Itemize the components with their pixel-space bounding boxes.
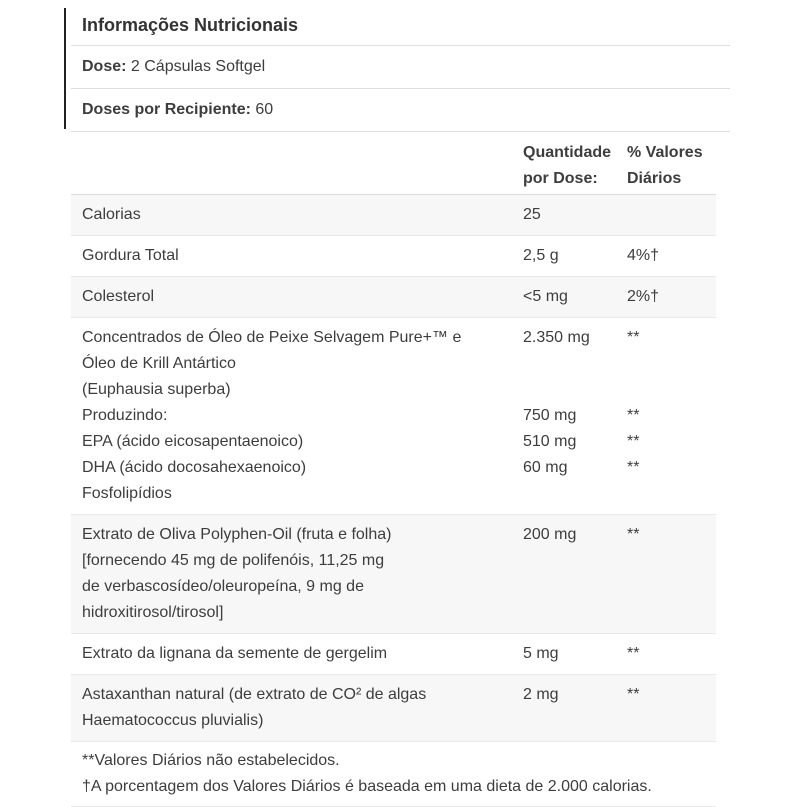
- footnote-percent-daily-values-diet: †A porcentagem dos Valores Diários é baseada em uma dieta de 2.000 calorias.: [82, 778, 652, 795]
- nutrient-rows: [71, 195, 730, 742]
- table-row: [71, 675, 716, 742]
- percent-daily-value: **: [627, 407, 640, 424]
- percent-daily-value: [627, 574, 716, 600]
- percent-daily-value: [627, 548, 716, 574]
- percent-daily-value: **: [627, 526, 640, 543]
- percent-daily-value: **: [627, 433, 640, 450]
- table-row: [71, 236, 716, 277]
- panel-title: Informações Nutricionais: [71, 6, 730, 46]
- amount-per-serving: [523, 548, 627, 574]
- amount-per-serving: 2,5 g: [523, 247, 559, 264]
- amount-per-serving: <5 mg: [523, 288, 568, 305]
- ingredient-name: Extrato da lignana da semente de gergelim: [82, 645, 388, 662]
- ingredient-name: Haematococcus pluvialis): [82, 712, 264, 729]
- ingredient-name: Calorias: [82, 206, 141, 223]
- percent-daily-value: 2%†: [627, 288, 660, 305]
- amount-per-serving: [523, 481, 627, 507]
- amount-per-serving: 2.350 mg: [523, 329, 590, 346]
- ingredient-name: hidroxitirosol/tirosol]: [82, 604, 224, 621]
- percent-daily-value: [627, 708, 716, 734]
- ingredient-name: DHA (ácido docosahexaenoico): [82, 459, 307, 476]
- amount-per-serving: 750 mg: [523, 407, 577, 424]
- amount-per-serving: 25: [523, 206, 541, 223]
- ingredient-name: Gordura Total: [82, 247, 179, 264]
- ingredient-name: Fosfolipídios: [82, 485, 172, 502]
- footnotes: [71, 742, 716, 807]
- percent-daily-value: [627, 377, 716, 403]
- percent-daily-value: **: [627, 459, 640, 476]
- table-row: [71, 318, 716, 515]
- ingredient-name: EPA (ácido eicosapentaenoico): [82, 433, 304, 450]
- serving-size-row: [71, 46, 730, 89]
- serving-size-value: 2 Cápsulas Softgel: [130, 58, 266, 75]
- percent-daily-value: **: [627, 645, 640, 662]
- footnote-daily-values-not-established: **Valores Diários não estabelecidos.: [82, 752, 340, 769]
- header-amount-per-serving: Quantidade por Dose:: [523, 144, 612, 187]
- servings-per-container-value: 60: [255, 101, 274, 118]
- ingredient-name: Óleo de Krill Antártico: [82, 355, 236, 372]
- ingredient-name: [fornecendo 45 mg de polifenóis, 11,25 mg: [82, 552, 385, 569]
- amount-per-serving: 60 mg: [523, 459, 568, 476]
- amount-per-serving: [523, 574, 627, 600]
- ingredient-name: de verbascosídeo/oleuropeína, 9 mg de: [82, 578, 364, 595]
- ingredient-name: Extrato de Oliva Polyphen-Oil (fruta e folha): [82, 526, 392, 543]
- percent-daily-value: [627, 481, 716, 507]
- amount-per-serving: [523, 377, 627, 403]
- servings-per-container-label: Doses por Recipiente:: [82, 101, 251, 118]
- ingredient-name: Astaxanthan natural (de extrato de CO² de algas: [82, 686, 427, 703]
- amount-per-serving: [523, 600, 627, 626]
- table-row: [71, 515, 716, 634]
- percent-daily-value: **: [627, 329, 640, 346]
- amount-per-serving: [523, 708, 627, 734]
- header-percent-daily-value: % Valores Diários: [627, 144, 703, 187]
- left-accent-line: [64, 8, 66, 129]
- servings-per-container-row: [71, 89, 730, 132]
- amount-per-serving: 200 mg: [523, 526, 577, 543]
- percent-daily-value: 4%†: [627, 247, 660, 264]
- amount-per-serving: 2 mg: [523, 686, 559, 703]
- serving-size-label: Dose:: [82, 58, 127, 75]
- table-header-row: [71, 132, 716, 195]
- percent-daily-value: **: [627, 686, 640, 703]
- amount-per-serving: 510 mg: [523, 433, 577, 450]
- table-row: [71, 195, 716, 236]
- table-row: [71, 634, 716, 675]
- ingredient-name: Produzindo:: [82, 407, 168, 424]
- ingredient-name: Concentrados de Óleo de Peixe Selvagem Pure+™ e: [82, 329, 462, 346]
- amount-per-serving: [523, 351, 627, 377]
- table-row: [71, 277, 716, 318]
- header-ingredient-column: [71, 140, 523, 192]
- percent-daily-value: [627, 202, 716, 228]
- percent-daily-value: [627, 600, 716, 626]
- nutrition-facts-panel: [71, 6, 730, 807]
- ingredient-name: Colesterol: [82, 288, 155, 305]
- amount-per-serving: 5 mg: [523, 645, 559, 662]
- percent-daily-value: [627, 351, 716, 377]
- ingredient-name: (Euphausia superba): [82, 381, 231, 398]
